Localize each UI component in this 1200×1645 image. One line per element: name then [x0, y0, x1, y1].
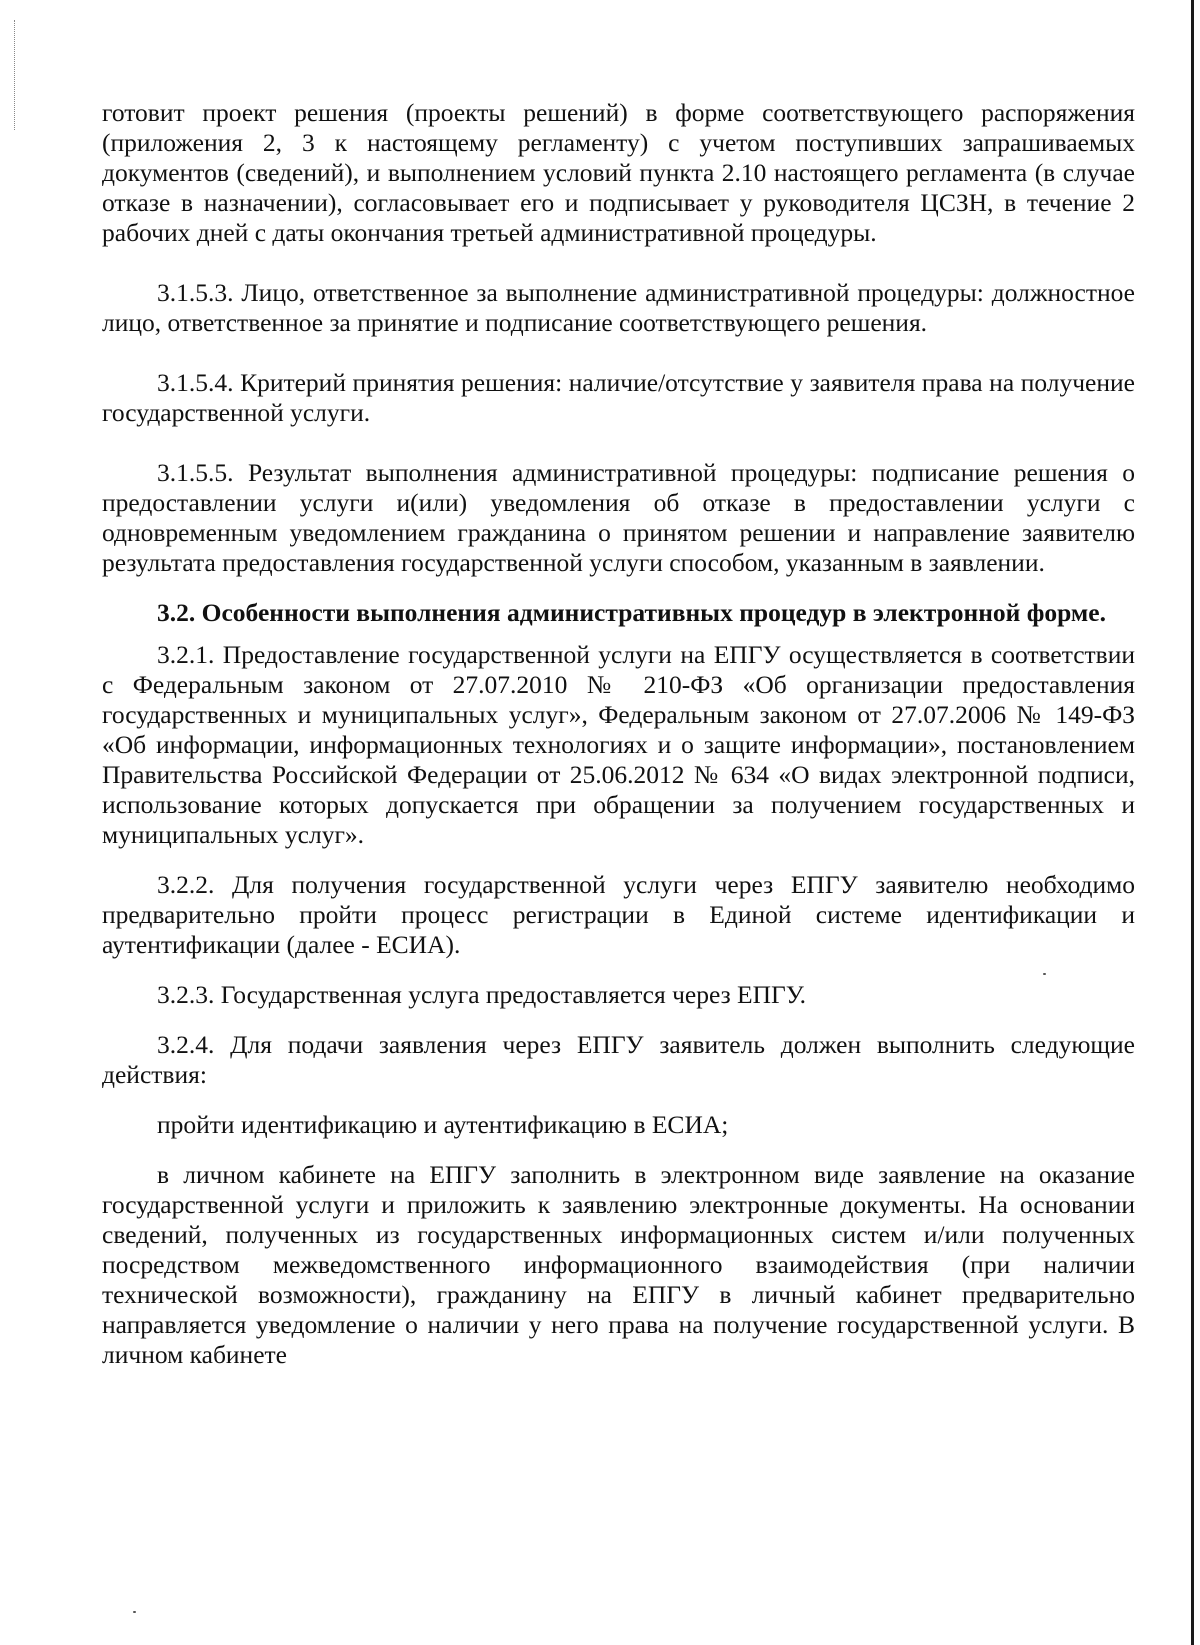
- scan-edge-right: [1191, 0, 1194, 1645]
- paragraph-esia-step: пройти идентификацию и аутентификацию в ЕСИА;: [157, 1110, 729, 1139]
- document-body: [102, 98, 1135, 1370]
- paragraph-3-2-2: 3.2.2. Для получения государственной услуги через ЕПГУ заявителю необходимо предварительно пройти процесс регистрации в Единой системе идентификации и аутентификации (далее - ЕСИА).: [102, 870, 1135, 959]
- scan-edge-left: [14, 20, 16, 130]
- paragraph-personal-account-step: в личном кабинете на ЕПГУ заполнить в электронном виде заявление на оказание государственной услуги и приложить к заявлению электронные документы. На основании сведений, полученных из государственных информационных систем и/или полученных посредством межведомственного информационного взаимодействия (при наличии технической возможности), гражданину на ЕПГУ в личный кабинет предварительно направляется уведомление о наличии у него права на получение государственной услуги. В личном кабинете: [102, 1160, 1135, 1369]
- paragraph-3-2-1: 3.2.1. Предоставление государственной услуги на ЕПГУ осуществляется в соответствии с Федеральным законом от 27.07.2010 № 210-ФЗ «Об организации предоставления государственных и муниципальных услуг», Федеральным законом от 27.07.2006 № 149-ФЗ «Об информации, информационных технологиях и о защите информации», постановлением Правительства Российской Федерации от 25.06.2012 № 634 «О видах электронной подписи, использование которых допускается при обращении за получением государственных и муниципальных услуг».: [102, 640, 1135, 849]
- paragraph-3-2-4: 3.2.4. Для подачи заявления через ЕПГУ заявитель должен выполнить следующие действия:: [102, 1030, 1135, 1089]
- paragraph-prepares-draft-decision: готовит проект решения (проекты решений) в форме соответствующего распоряжения (приложения 2, 3 к настоящему регламенту) с учетом поступивших запрашиваемых документов (сведений), и выполнением условий пункта 2.10 настоящего регламента (в случае отказе в назначении), согласовывает его и подписывает у руководителя ЦСЗН, в течение 2 рабочих дней с даты окончания третьей административной процедуры.: [102, 98, 1135, 247]
- paragraph-3-2-3: 3.2.3. Государственная услуга предоставляется через ЕПГУ.: [157, 980, 807, 1009]
- section-heading-3-2: 3.2. Особенности выполнения административных процедур в электронной форме.: [157, 598, 1106, 627]
- paragraph-3-1-5-5: 3.1.5.5. Результат выполнения административной процедуры: подписание решения о предоставлении услуги и(или) уведомления об отказе в предоставлении услуги с одновременным уведомлением гражданина о принятом решении и направление заявителю результата предоставления государственной услуги способом, указанным в заявлении.: [102, 458, 1135, 577]
- scan-speck: [133, 1611, 136, 1613]
- paragraph-3-1-5-4: 3.1.5.4. Критерий принятия решения: наличие/отсутствие у заявителя права на получение государственной услуги.: [102, 368, 1135, 427]
- paragraph-3-1-5-3: 3.1.5.3. Лицо, ответственное за выполнение административной процедуры: должностное лицо, ответственное за принятие и подписание соответствующего решения.: [102, 278, 1135, 337]
